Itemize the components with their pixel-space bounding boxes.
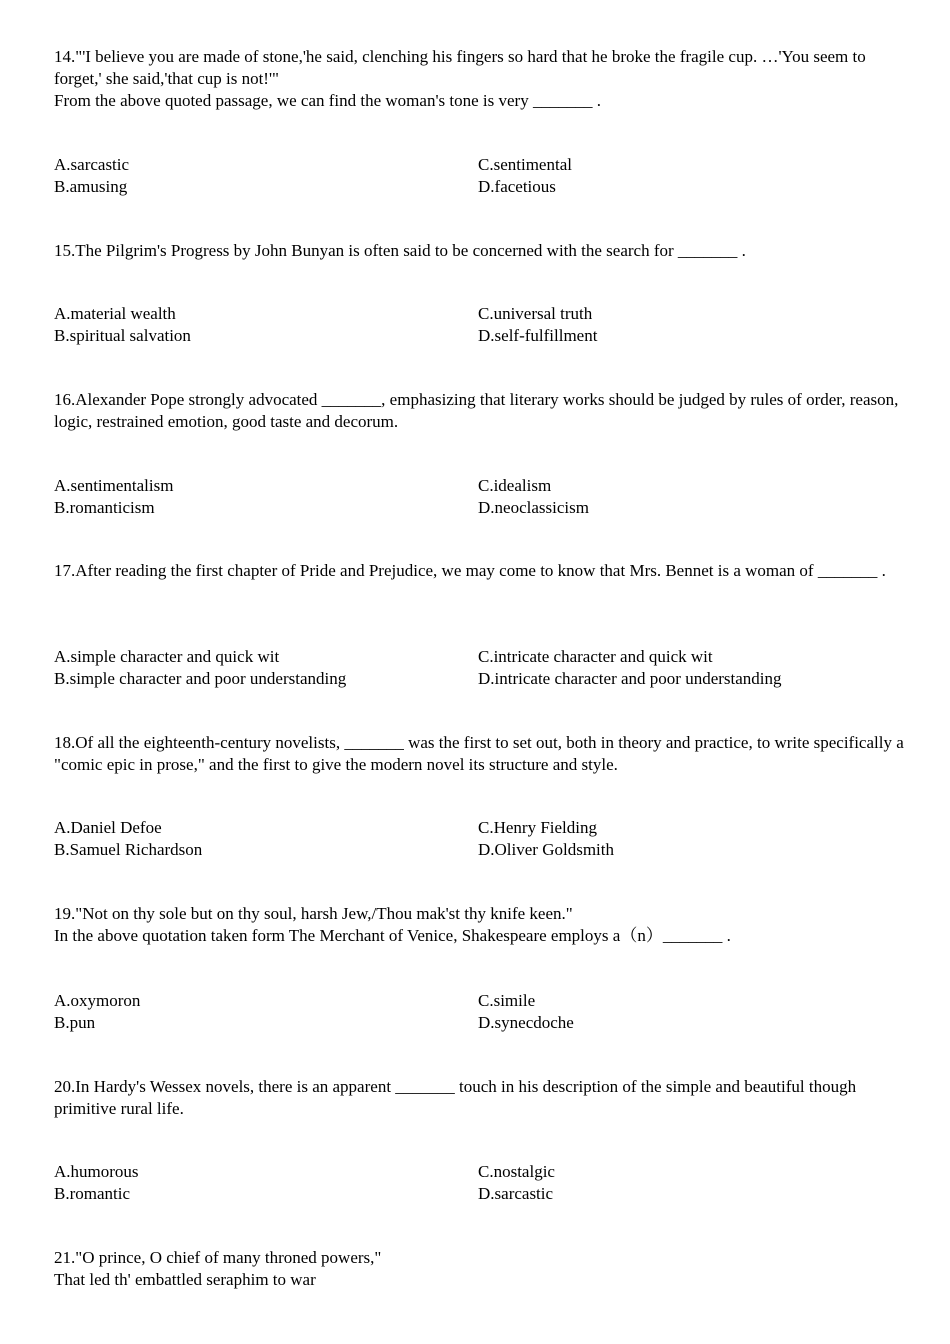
question-18-stem-line-1: 18.Of all the eighteenth-century novelists, _______ was the first to set out, both in theory and practice, to write specifically a "comic epic in prose," and the first to give the modern novel its structure and style.: [54, 733, 904, 774]
option-d: D.sarcastic: [478, 1184, 554, 1203]
option-a: A.material wealth: [54, 304, 176, 323]
option-c: C.universal truth: [478, 304, 593, 323]
option-a: A.humorous: [54, 1162, 139, 1181]
option-d: D.intricate character and poor understanding: [478, 669, 782, 688]
question-20: [54, 1076, 914, 1120]
question-18-options: [54, 817, 914, 861]
question-19-stem-line-1: 19."Not on thy sole but on thy soul, harsh Jew,/Thou mak'st thy knife keen.": [54, 904, 573, 923]
question-17-stem-line-1: 17.After reading the first chapter of Pride and Prejudice, we may come to know that Mrs. Bennet is a woman of _______ .: [54, 561, 886, 580]
question-18: [54, 732, 914, 776]
option-c: C.idealism: [478, 476, 552, 495]
option-b: B.spiritual salvation: [54, 326, 191, 345]
question-15-options: [54, 303, 914, 347]
question-19-stem-line-2: In the above quotation taken form The Merchant of Venice, Shakespeare employs a（n）_______ .: [54, 926, 731, 945]
option-b: B.Samuel Richardson: [54, 840, 203, 859]
question-17-options: [54, 646, 914, 690]
question-20-options: [54, 1161, 914, 1205]
option-c: C.Henry Fielding: [478, 818, 597, 837]
option-b: B.pun: [54, 1013, 96, 1032]
option-d: D.neoclassicism: [478, 498, 589, 517]
question-14-options: [54, 154, 914, 198]
option-a: A.oxymoron: [54, 991, 141, 1010]
option-a: A.Daniel Defoe: [54, 818, 162, 837]
option-c: C.simile: [478, 991, 536, 1010]
question-21-stem-line-2: That led th' embattled seraphim to war: [54, 1270, 316, 1289]
option-d: D.self-fulfillment: [478, 326, 598, 345]
option-d: D.facetious: [478, 177, 556, 196]
question-15: [54, 240, 914, 262]
option-c: C.sentimental: [478, 155, 572, 174]
question-16-stem-line-1: 16.Alexander Pope strongly advocated _______, emphasizing that literary works should be judged by rules of order, reason, logic, restrained emotion, good taste and decorum.: [54, 390, 899, 431]
question-20-stem-line-1: 20.In Hardy's Wessex novels, there is an apparent _______ touch in his description of the simple and beautiful though primitive rural life.: [54, 1077, 857, 1118]
question-16: [54, 389, 914, 433]
question-19: [54, 903, 914, 947]
question-15-stem-line-1: 15.The Pilgrim's Progress by John Bunyan is often said to be concerned with the search for _______ .: [54, 241, 746, 260]
question-14: [54, 46, 914, 112]
option-a: A.sentimentalism: [54, 476, 174, 495]
question-21-stem-line-1: 21."O prince, O chief of many throned powers,": [54, 1248, 382, 1267]
option-a: A.sarcastic: [54, 155, 130, 174]
option-b: B.simple character and poor understanding: [54, 669, 347, 688]
option-c: C.nostalgic: [478, 1162, 555, 1181]
question-19-options: [54, 990, 914, 1034]
question-21: [54, 1247, 914, 1291]
option-d: D.synecdoche: [478, 1013, 574, 1032]
option-d: D.Oliver Goldsmith: [478, 840, 614, 859]
option-c: C.intricate character and quick wit: [478, 647, 713, 666]
option-b: B.amusing: [54, 177, 128, 196]
question-16-options: [54, 475, 914, 519]
option-b: B.romantic: [54, 1184, 131, 1203]
question-14-stem-line-1: 14."'I believe you are made of stone,'he said, clenching his fingers so hard that he broke the fragile cup. …'You seem to forget,' she said,'that cup is not!'": [54, 47, 866, 88]
question-17: [54, 560, 914, 582]
option-a: A.simple character and quick wit: [54, 647, 280, 666]
question-14-stem-line-2: From the above quoted passage, we can find the woman's tone is very _______ .: [54, 91, 601, 110]
option-b: B.romanticism: [54, 498, 155, 517]
